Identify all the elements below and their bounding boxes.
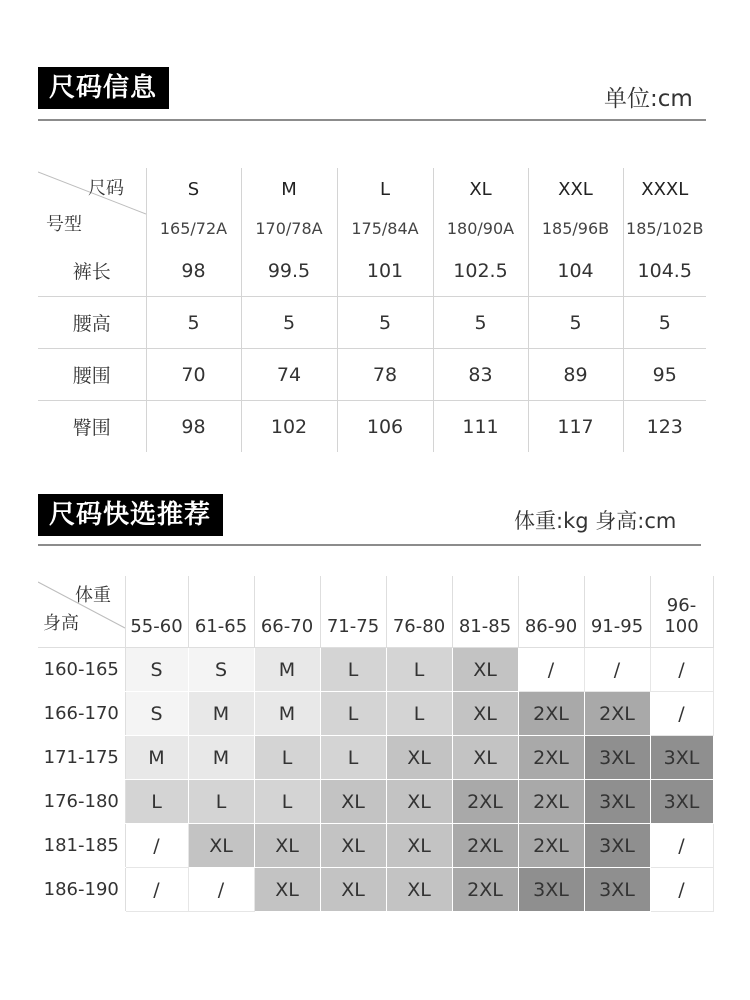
- measurement-value: 102.5: [433, 245, 528, 297]
- recommended-size-cell: XL: [386, 736, 452, 780]
- size-model: 185/102B: [626, 219, 704, 238]
- recommended-size-cell: XL: [452, 692, 518, 736]
- recommended-size-cell: S: [125, 692, 188, 736]
- measurement-value: 5: [433, 297, 528, 349]
- measurement-value: 117: [528, 401, 623, 453]
- recommended-size-cell: /: [125, 868, 188, 912]
- measurement-label: 裤长: [38, 245, 146, 297]
- recommended-size-cell: S: [188, 648, 254, 692]
- recommended-size-cell: XL: [386, 824, 452, 868]
- size-code: XXL: [558, 179, 593, 200]
- quick-pick-unit: 体重:kg 身高:cm: [514, 509, 677, 533]
- recommended-size-cell: 3XL: [584, 824, 650, 868]
- corner-height-label: 身高: [43, 613, 79, 634]
- height-range-label: 186-190: [38, 868, 125, 912]
- recommended-size-cell: 2XL: [518, 736, 584, 780]
- recommended-size-cell: M: [125, 736, 188, 780]
- size-header-cell: [528, 168, 623, 245]
- size-header-cell: [623, 168, 706, 245]
- recommended-size-cell: L: [125, 780, 188, 824]
- size-code: XXXL: [641, 179, 689, 200]
- weight-range-header: 55-60: [125, 576, 188, 648]
- recommended-size-cell: L: [188, 780, 254, 824]
- measurement-value: 101: [337, 245, 433, 297]
- recommended-size-cell: 2XL: [452, 780, 518, 824]
- recommended-size-cell: L: [320, 648, 386, 692]
- height-row: [38, 692, 713, 736]
- size-model: 180/90A: [446, 219, 515, 238]
- recommended-size-cell: XL: [320, 868, 386, 912]
- height-range-label: 181-185: [38, 824, 125, 868]
- weight-range-header: 86-90: [518, 576, 584, 648]
- size-code: M: [281, 179, 297, 200]
- recommended-size-cell: 2XL: [518, 692, 584, 736]
- measurement-row: [38, 401, 706, 453]
- recommended-size-cell: 2XL: [452, 824, 518, 868]
- recommended-size-cell: L: [386, 648, 452, 692]
- size-model: 185/96B: [541, 219, 610, 238]
- weight-range-header: 66-70: [254, 576, 320, 648]
- size-model: 170/78A: [255, 219, 323, 238]
- measurement-label: 腰高: [38, 297, 146, 349]
- size-info-unit: 单位:cm: [604, 86, 693, 112]
- height-range-label: 171-175: [38, 736, 125, 780]
- measurement-value: 5: [146, 297, 241, 349]
- weight-range-header: 76-80: [386, 576, 452, 648]
- recommended-size-cell: 3XL: [584, 780, 650, 824]
- weight-header-row: [38, 576, 713, 648]
- recommended-size-cell: M: [254, 692, 320, 736]
- recommended-size-cell: XL: [386, 780, 452, 824]
- recommended-size-cell: L: [320, 692, 386, 736]
- height-range-label: 160-165: [38, 648, 125, 692]
- size-info-table: [38, 168, 706, 452]
- measurement-value: 89: [528, 349, 623, 401]
- height-row: [38, 780, 713, 824]
- recommended-size-cell: L: [254, 780, 320, 824]
- weight-range-header: 61-65: [188, 576, 254, 648]
- measurement-value: 111: [433, 401, 528, 453]
- size-header-cell: [337, 168, 433, 245]
- measurement-value: 104: [528, 245, 623, 297]
- recommended-size-cell: /: [125, 824, 188, 868]
- recommended-size-cell: /: [650, 824, 713, 868]
- measurement-value: 5: [337, 297, 433, 349]
- recommended-size-cell: S: [125, 648, 188, 692]
- size-header-row: [38, 168, 706, 245]
- recommended-size-cell: /: [650, 648, 713, 692]
- height-row: [38, 736, 713, 780]
- recommended-size-cell: /: [584, 648, 650, 692]
- recommended-size-cell: 3XL: [650, 780, 713, 824]
- measurement-value: 74: [241, 349, 337, 401]
- height-row: [38, 648, 713, 692]
- measurement-label: 臀围: [38, 401, 146, 453]
- measurement-value: 102: [241, 401, 337, 453]
- size-code: S: [187, 179, 200, 200]
- measurement-value: 5: [241, 297, 337, 349]
- measurement-value: 99.5: [241, 245, 337, 297]
- recommended-size-cell: XL: [320, 780, 386, 824]
- recommended-size-cell: /: [650, 692, 713, 736]
- measurement-value: 123: [646, 415, 683, 438]
- recommended-size-cell: XL: [320, 824, 386, 868]
- size-header-cell: [433, 168, 528, 245]
- quick-pick-divider: [38, 544, 701, 546]
- corner-model-label: 号型: [46, 214, 82, 235]
- recommended-size-cell: /: [188, 868, 254, 912]
- weight-range-header: 81-85: [452, 576, 518, 648]
- recommended-size-cell: XL: [254, 824, 320, 868]
- measurement-label: 腰围: [38, 349, 146, 401]
- recommended-size-cell: XL: [452, 648, 518, 692]
- recommended-size-cell: /: [518, 648, 584, 692]
- recommended-size-cell: 3XL: [518, 868, 584, 912]
- recommended-size-cell: 3XL: [650, 736, 713, 780]
- recommended-size-cell: 2XL: [584, 692, 650, 736]
- recommended-size-cell: 2XL: [452, 868, 518, 912]
- recommended-size-cell: M: [254, 648, 320, 692]
- size-code: XL: [469, 179, 492, 200]
- size-corner-cell: [38, 168, 146, 245]
- size-info-divider: [38, 119, 706, 121]
- recommended-size-cell: 2XL: [518, 824, 584, 868]
- recommended-size-cell: XL: [386, 868, 452, 912]
- size-model: 175/84A: [351, 219, 419, 238]
- recommended-size-cell: XL: [254, 868, 320, 912]
- measurement-value: 78: [337, 349, 433, 401]
- height-range-label: 166-170: [38, 692, 125, 736]
- size-header-cell: [146, 168, 241, 245]
- measurement-row: [38, 245, 706, 297]
- size-info-title: 尺码信息: [38, 67, 169, 109]
- measurement-value: 95: [623, 349, 706, 401]
- recommended-size-cell: M: [188, 736, 254, 780]
- recommended-size-cell: XL: [188, 824, 254, 868]
- quick-pick-title: 尺码快选推荐: [38, 494, 223, 536]
- weight-range-header: 96-100: [650, 576, 713, 648]
- recommended-size-cell: 3XL: [584, 736, 650, 780]
- measurement-row: [38, 349, 706, 401]
- size-model: 165/72A: [159, 219, 228, 238]
- corner-size-label: 尺码: [88, 178, 124, 199]
- measurement-value: 5: [528, 297, 623, 349]
- measurement-value: 98: [146, 401, 241, 453]
- measurement-value: 104.5: [623, 245, 706, 297]
- weight-range-header: 91-95: [584, 576, 650, 648]
- height-row: [38, 824, 713, 868]
- recommended-size-cell: 2XL: [518, 780, 584, 824]
- height-row: [38, 868, 713, 912]
- height-range-label: 176-180: [38, 780, 125, 824]
- quick-corner-cell: [38, 576, 125, 648]
- recommended-size-cell: XL: [452, 736, 518, 780]
- measurement-row: [38, 297, 706, 349]
- size-code: L: [379, 179, 391, 200]
- recommended-size-cell: 3XL: [584, 868, 650, 912]
- recommended-size-cell: /: [650, 868, 713, 912]
- measurement-value: 98: [146, 245, 241, 297]
- recommended-size-cell: M: [188, 692, 254, 736]
- corner-weight-label: 体重: [75, 585, 111, 606]
- size-header-cell: [241, 168, 337, 245]
- measurement-value: 106: [337, 401, 433, 453]
- quick-pick-table: [38, 576, 714, 912]
- measurement-value: 5: [623, 297, 706, 349]
- measurement-value: 83: [433, 349, 528, 401]
- measurement-value: 70: [146, 349, 241, 401]
- recommended-size-cell: L: [386, 692, 452, 736]
- recommended-size-cell: L: [254, 736, 320, 780]
- recommended-size-cell: L: [320, 736, 386, 780]
- weight-range-header: 71-75: [320, 576, 386, 648]
